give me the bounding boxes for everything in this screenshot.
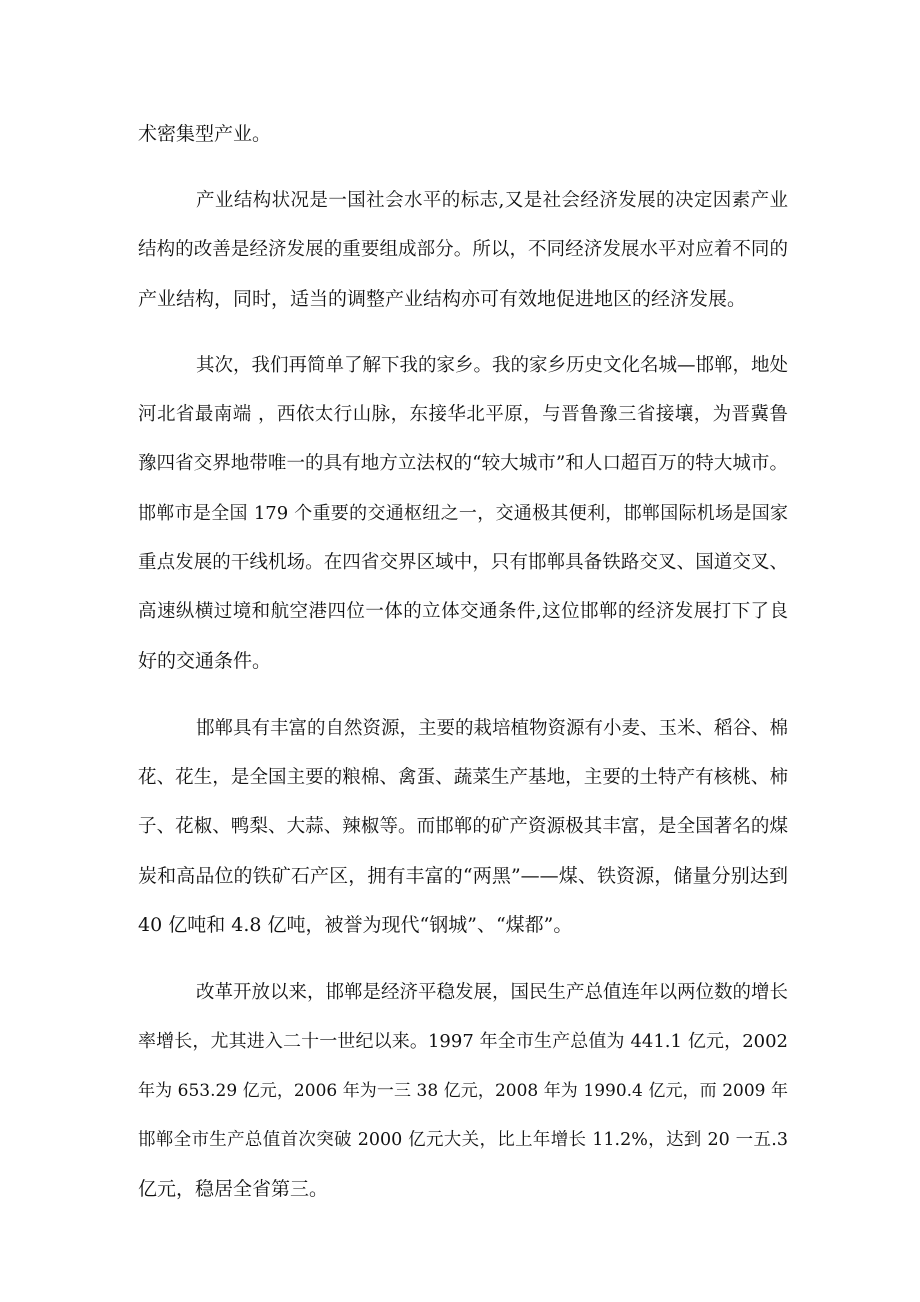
paragraph-5-line-3: 年为 653.29 亿元，2006 年为一三 38 亿元，2008 年为 1990.4 亿元，而 2009 年 <box>138 1081 788 1101</box>
paragraph-3-line-4: 邯郸市是全国 179 个重要的交通枢纽之一，交通极其便利，邯郸国际机场是国家 <box>138 503 788 524</box>
paragraph-2-line-2: 结构的改善是经济发展的重要组成部分。所以，不同经济发展水平对应着不同的 <box>138 239 788 260</box>
paragraph-2-line-3: 产业结构，同时，适当的调整产业结构亦可有效地促进地区的经济发展。 <box>138 288 747 310</box>
paragraph-4-line-4: 炭和高品位的铁矿石产区，拥有丰富的“两黑”——煤、铁资源，储量分别达到 <box>138 865 788 887</box>
paragraph-5-line-5: 亿元，稳居全省第三。 <box>138 1178 329 1200</box>
paragraph-5-line-2: 率增长，尤其进入二十一世纪以来。1997 年全市生产总值为 441.1 亿元，2002 <box>138 1031 788 1052</box>
paragraph-4-line-1: 邯郸具有丰富的自然资源，主要的栽培植物资源有小麦、玉米、稻谷、棉 <box>196 718 789 739</box>
paragraph-5-line-4: 邯郸全市生产总值首次突破 2000 亿元大关，比上年增长 11.2%，达到 20 一五.3 <box>138 1130 788 1150</box>
paragraph-5-line-1: 改革开放以来，邯郸是经济平稳发展，国民生产总值连年以两位数的增长 <box>196 982 789 1003</box>
paragraph-3-line-2: 河北省最南端 ，西依太行山脉，东接华北平原，与晋鲁豫三省接壤，为晋冀鲁 <box>138 404 788 425</box>
paragraph-2-line-1: 产业结构状况是一国社会水平的标志,又是社会经济发展的决定因素产业 <box>196 190 788 211</box>
paragraph-3-line-3: 豫四省交界地带唯一的具有地方立法权的“较大城市”和人口超百万的特大城市。 <box>138 453 788 474</box>
paragraph-3-line-6: 高速纵横过境和航空港四位一体的立体交通条件,这位邯郸的经济发展打下了良 <box>138 601 788 622</box>
paragraph-3-line-5: 重点发展的干线机场。在四省交界区域中，只有邯郸具备铁路交叉、国道交叉、 <box>138 552 788 573</box>
paragraph-3-line-7: 好的交通条件。 <box>138 650 272 672</box>
paragraph-1-line-1: 术密集型产业。 <box>138 123 272 145</box>
paragraph-4-line-5: 40 亿吨和 4.8 亿吨，被誉为现代“钢城”、“煤都”。 <box>138 914 573 936</box>
paragraph-4-line-2: 花、花生，是全国主要的粮棉、禽蛋、蔬菜生产基地，主要的土特产有核桃、柿 <box>138 767 788 788</box>
paragraph-3-line-1: 其次，我们再简单了解下我的家乡。我的家乡历史文化名城—邯郸，地处 <box>196 355 789 376</box>
paragraph-4-line-3: 子、花椒、鸭梨、大蒜、辣椒等。而邯郸的矿产资源极其丰富，是全国著名的煤 <box>138 816 788 837</box>
